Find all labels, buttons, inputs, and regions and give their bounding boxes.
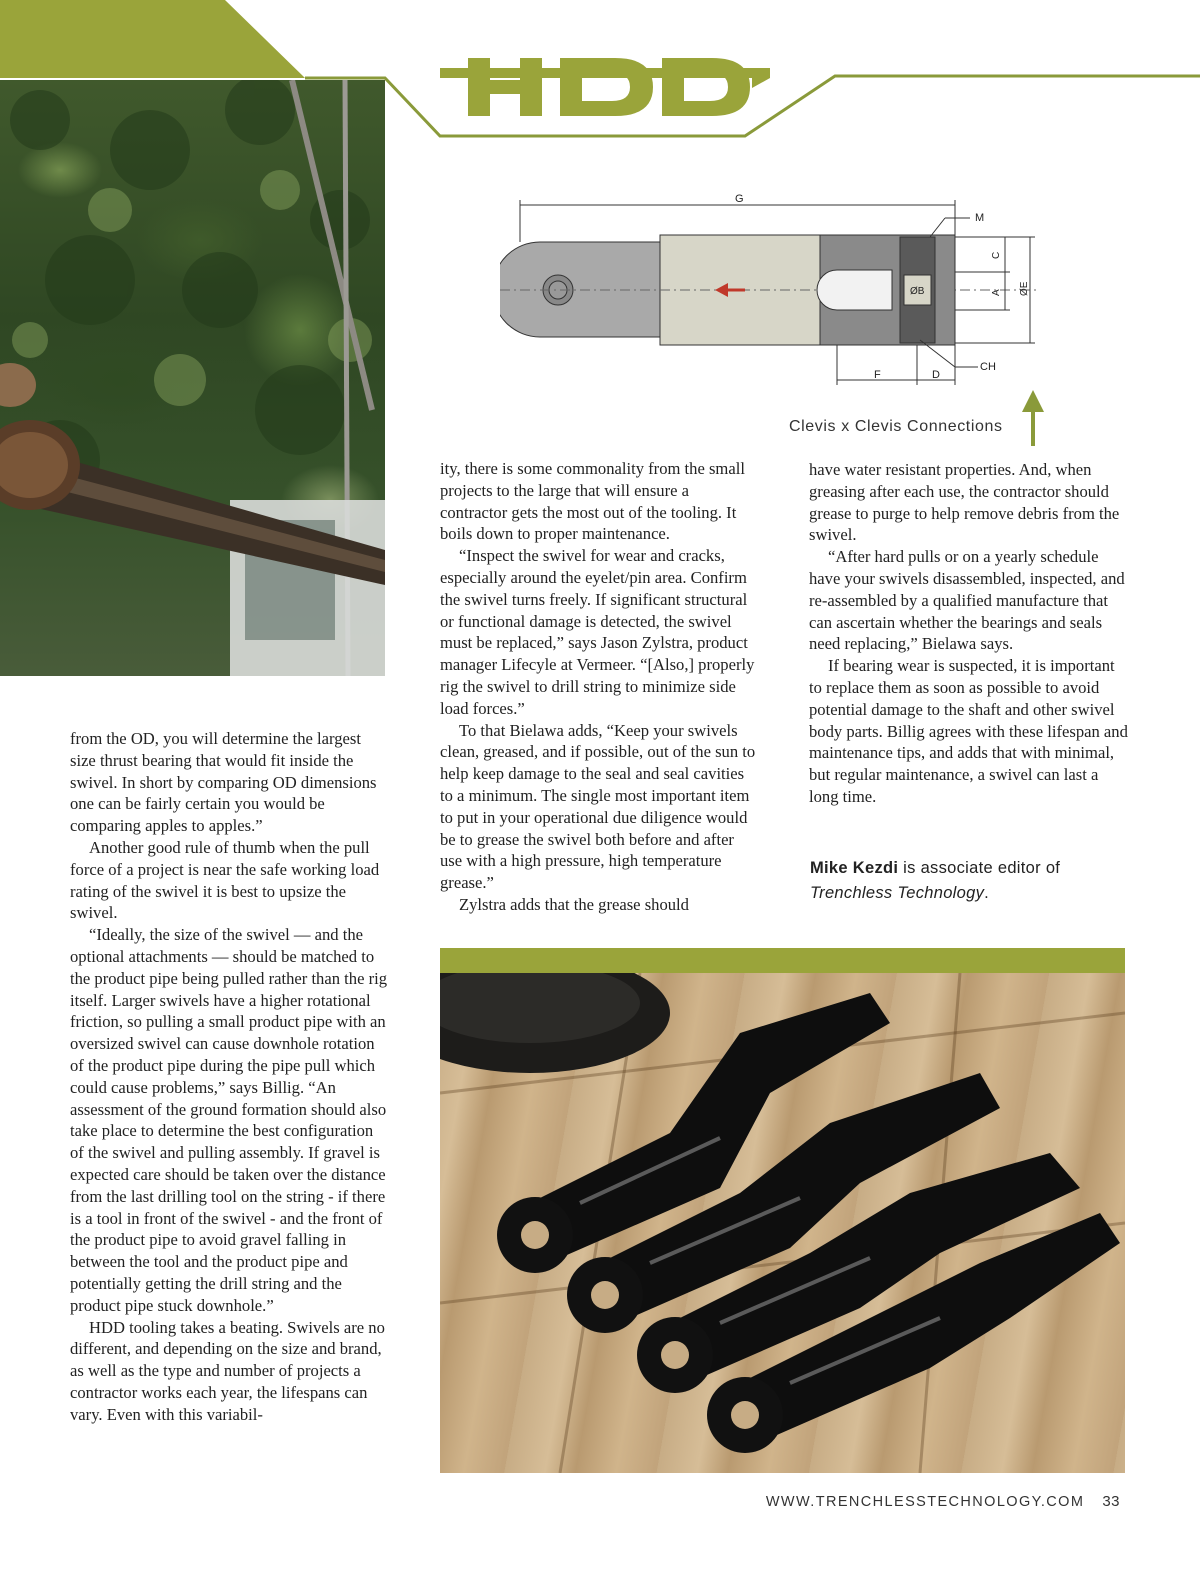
label-a: A: [991, 289, 1002, 296]
article-column-middle: [440, 458, 758, 916]
label-c: C: [991, 251, 1002, 259]
paragraph: “After hard pulls or on a yearly schedule have your swivels disassembled, inspected, and re-assembled by a qualified manufacture that can ascertain whether the bearings and seals need replacing,” Bielawa says.: [809, 547, 1125, 654]
author-role: is associate editor of: [898, 859, 1061, 877]
author-name: Mike Kezdi: [810, 859, 899, 877]
page-footer: [766, 1493, 1120, 1510]
paragraph: If bearing wear is suspected, it is important to replace them as soon as possible to avoid potential damage to the shaft and other swivel body parts. Billig agrees with these lifespan and maintenance tips, and adds that with minimal, but regular maintenance, a swivel can last a long time.: [809, 656, 1128, 806]
article-column-left: [70, 728, 388, 1426]
paragraph: “Ideally, the size of the swivel — and the optional attachments — should be matched to the product pipe being pulled rather than the rig itself. Larger swivels have a higher rotational friction, so pulling a small product pipe with an oversized swivel can cause downhole rotation of the product pipe during the pipe pull which could cause problems,” says Billig. “An assessment of the ground formation should also take place to determine the best configuration of the swivel and pulling assembly. If gravel is expected care should be taken over the distance from the last drilling tool on the string - if there is a tool in front of the swivel - and the front of the product pipe to avoid gravel falling in between the tool and the product pipe and potentially getting the drill string and the product pipe stuck downhole.”: [70, 925, 388, 1315]
paragraph: “Inspect the swivel for wear and cracks, especially around the eyelet/pin area. Confirm the swivel turns freely. If significant structural or functional damage is detected, the swivel must be replaced,” says Jason Zylstra, product manager Lifecyle at Vermeer. “[Also,] properly rig the swivel to drill string to minimize side load forces.”: [440, 546, 755, 718]
paragraph: HDD tooling takes a beating. Swivels are no different, and depending on the size and brand, as well as the type and number of projects a contractor works each year, the lifespans can vary. Even with this variabil-: [70, 1317, 385, 1424]
diagram-caption: Clevis x Clevis Connections: [789, 418, 1003, 435]
paragraph: have water resistant properties. And, when greasing after each use, the contractor should grease to purge to help remove debris from the swivel.: [809, 460, 1120, 545]
label-b: ØB: [910, 286, 925, 297]
paragraph: To that Bielawa adds, “Keep your swivels clean, greased, and if possible, out of the sun to help keep damage to the seal and seal cavities to a minimum. The single most important item to put in your operational due diligence would be to grease the swivel both before and after use with a high pressure, high temperature grease.”: [440, 720, 756, 893]
paragraph: Zylstra adds that the grease should: [459, 894, 689, 914]
article-column-right: [809, 459, 1129, 808]
hdd-logo: [440, 58, 770, 116]
paragraph: ity, there is some commonality from the small projects to the large that will ensure a contractor gets the most out of the tooling. It boils down to proper maintenance.: [440, 459, 745, 544]
label-ch: CH: [980, 361, 996, 373]
author-byline: [810, 856, 1130, 906]
clevis-diagram: [500, 180, 1060, 390]
site-url: WWW.TRENCHLESSTECHNOLOGY.COM: [765, 1494, 1085, 1510]
label-g: G: [735, 193, 744, 205]
paragraph: from the OD, you will determine the largest size thrust bearing that would fit inside the swivel. In short by comparing OD dimensions one can be fairly certain you would be comparing apples to apples.”: [70, 729, 377, 836]
byline-end: .: [984, 884, 990, 902]
label-m: M: [975, 212, 985, 224]
drill-rig-photo: [0, 80, 385, 676]
label-e: ØE: [1019, 281, 1030, 296]
arrow-up-icon: [1022, 390, 1044, 446]
publication-name: Trenchless Technology: [810, 884, 985, 902]
paragraph: Another good rule of thumb when the pull force of a project is near the safe working load rating of the swivel it is best to upsize the swivel.: [70, 837, 380, 923]
swivels-photo: [440, 948, 1125, 1473]
label-d: D: [932, 369, 940, 381]
page-number: 33: [1102, 1493, 1120, 1510]
label-f: F: [874, 369, 881, 381]
